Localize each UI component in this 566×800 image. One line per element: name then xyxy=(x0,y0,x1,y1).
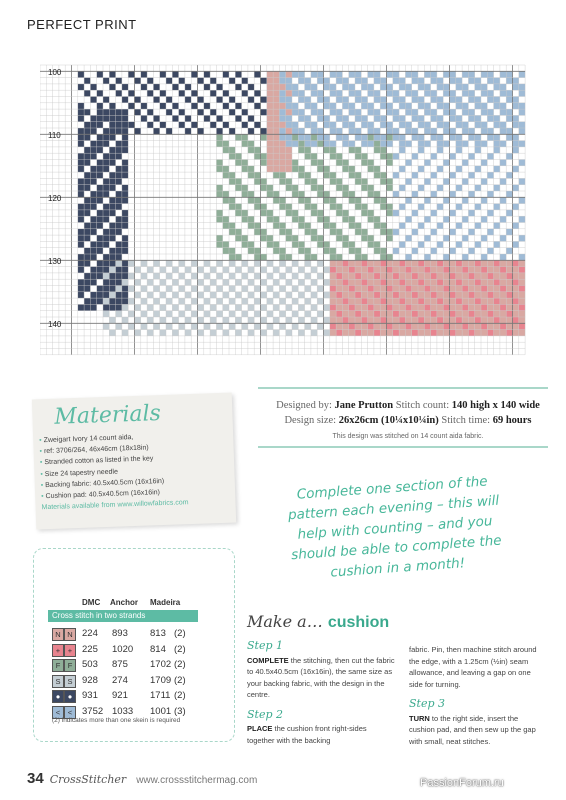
make-title xyxy=(247,612,389,632)
key-row xyxy=(48,628,198,641)
skein-count: (3) xyxy=(174,705,186,717)
step-1-lead: COMPLETE xyxy=(247,655,289,665)
list-item: • Stranded cotton as listed in the key xyxy=(40,453,187,469)
madeira-value: 1001 xyxy=(150,705,172,717)
anchor-value: 1020 xyxy=(112,643,134,655)
thread-swatch xyxy=(52,706,76,718)
stitched-note: This design was stitched on 14 count aida fabric. xyxy=(332,433,484,440)
make-prefix: Make a… xyxy=(247,612,323,631)
list-item: • Backing fabric: 40.5x40.5cm (16x16in) xyxy=(41,475,188,491)
dmc-value: 225 xyxy=(82,643,98,655)
step-2-continued: fabric. Pin, then machine stitch around the edge, with a 1.25cm (½in) seam allowance, and leaving a gap on one side for turning. xyxy=(409,645,537,689)
step-1-body: the stitching, then cut the fabric to 40.5x40.5cm (16x16in), the same size as your backing fabric, with the design in the centre. xyxy=(247,655,395,699)
swatch-symbol: ● xyxy=(64,690,76,703)
swatch-symbol: S xyxy=(64,675,76,688)
row-label-120: 120 xyxy=(48,194,62,203)
anchor-value: 921 xyxy=(112,690,128,701)
stitch-count: 140 high x 140 wide xyxy=(451,400,540,411)
thread-swatch xyxy=(52,659,76,671)
key-col-anchor: Anchor xyxy=(110,598,138,607)
dmc-value: 928 xyxy=(82,674,98,686)
anchor-value: 875 xyxy=(112,659,128,670)
materials-title: Materials xyxy=(53,401,162,430)
chart-grid xyxy=(40,60,530,365)
madeira-value: 1711 xyxy=(150,690,171,701)
thread-swatch xyxy=(52,644,76,656)
dmc-value: 3752 xyxy=(82,705,104,717)
list-item: • Cushion pad: 40.5x40.5cm (16x16in) xyxy=(41,486,188,502)
designed-label: Designed by: xyxy=(276,400,332,411)
dmc-value: 931 xyxy=(82,690,98,701)
skein-count: (2) xyxy=(174,628,186,639)
key-col-dmc: DMC xyxy=(82,598,101,607)
tip-note: Complete one section of the pattern each evening – this will help with counting – and you should be able to complete the cushion in a month! xyxy=(287,473,503,581)
size-label: Design size: xyxy=(284,415,337,426)
time-label: Stitch time: xyxy=(441,415,491,426)
instructions-col-1 xyxy=(247,640,395,754)
dmc-value: 224 xyxy=(82,628,98,639)
swatch-symbol: F xyxy=(64,659,76,672)
swatch-symbol: N xyxy=(52,628,64,641)
materials-list xyxy=(39,430,189,514)
swatch-symbol: S xyxy=(52,675,64,688)
step-2-body: the cushion front right-sides together with the backing xyxy=(247,724,367,745)
divider-bottom xyxy=(258,446,548,448)
materials-card xyxy=(32,393,236,530)
key-row xyxy=(48,659,198,672)
designer-name: Jane Prutton xyxy=(334,400,394,411)
stitch-time: 69 hours xyxy=(492,415,532,426)
divider-top xyxy=(258,387,548,389)
thread-swatch xyxy=(52,628,76,640)
materials-available: Materials available from www.willowfabrics.com xyxy=(41,499,189,512)
thread-swatch xyxy=(52,675,76,687)
step-1-text xyxy=(247,655,395,701)
madeira-value: 1709 xyxy=(150,674,172,686)
count-label: Stitch count: xyxy=(395,400,450,411)
anchor-value: 274 xyxy=(112,674,128,686)
skein-count: (2) xyxy=(174,643,186,655)
watermark: PassionForum.ru xyxy=(420,777,504,789)
step-2-lead: PLACE xyxy=(247,724,273,733)
swatch-symbol: ● xyxy=(52,690,64,703)
page-number: 34 xyxy=(27,770,44,787)
magazine-logo: CrossStitcher xyxy=(49,773,127,786)
design-size: 26x26cm (10¼x10¼in) xyxy=(338,415,439,426)
step-3-title: Step 3 xyxy=(409,697,446,710)
row-label-100: 100 xyxy=(48,68,62,77)
cross-stitch-chart xyxy=(40,60,530,365)
list-item: • Size 24 tapestry needle xyxy=(40,464,187,480)
row-label-130: 130 xyxy=(48,257,62,266)
skein-count: (2) xyxy=(174,690,186,701)
madeira-value: 813 xyxy=(150,628,166,639)
key-row xyxy=(48,644,198,657)
swatch-symbol: < xyxy=(52,706,64,719)
step-3-text xyxy=(409,713,542,748)
skein-count: (2) xyxy=(174,674,186,686)
row-label-140: 140 xyxy=(48,320,62,329)
list-item: • ref: 3706/264, 46x46cm (18x18in) xyxy=(39,441,186,457)
footer-url: www.crossstitchermag.com xyxy=(136,775,258,786)
key-col-madeira: Madeira xyxy=(150,598,181,607)
anchor-value: 893 xyxy=(112,628,128,639)
key-row xyxy=(48,690,198,703)
thread-swatch xyxy=(52,690,76,702)
step-3-lead: TURN xyxy=(409,713,430,723)
list-item: • Zweigart Ivory 14 count aida, xyxy=(39,430,186,446)
skein-count: (2) xyxy=(174,659,186,670)
swatch-symbol: N xyxy=(64,628,76,641)
madeira-value: 814 xyxy=(150,643,166,655)
key-subhead: Cross stitch in two strands xyxy=(48,610,198,622)
make-item: cushion xyxy=(327,614,390,631)
step-1-title: Step 1 xyxy=(247,639,284,652)
anchor-value: 1033 xyxy=(112,705,134,717)
key-row xyxy=(48,675,198,688)
step-2-text xyxy=(247,723,395,746)
madeira-value: 1702 xyxy=(150,659,172,670)
instructions-col-2 xyxy=(409,644,542,755)
design-credits xyxy=(258,398,558,428)
row-label-110: 110 xyxy=(48,131,61,140)
swatch-symbol: + xyxy=(52,644,64,657)
key-note: (2) indicates more than one skein is required xyxy=(52,717,181,724)
section-header: PERFECT PRINT xyxy=(27,17,137,32)
swatch-symbol: F xyxy=(52,659,64,672)
dmc-value: 503 xyxy=(82,659,98,670)
step-2-title: Step 2 xyxy=(247,707,284,721)
swatch-symbol: < xyxy=(64,706,76,719)
step-3-body: to the right side, insert the cushion pad, and then sew up the gap with small, neat stitches. xyxy=(409,713,536,746)
swatch-symbol: + xyxy=(64,644,76,657)
page-footer xyxy=(27,770,257,787)
